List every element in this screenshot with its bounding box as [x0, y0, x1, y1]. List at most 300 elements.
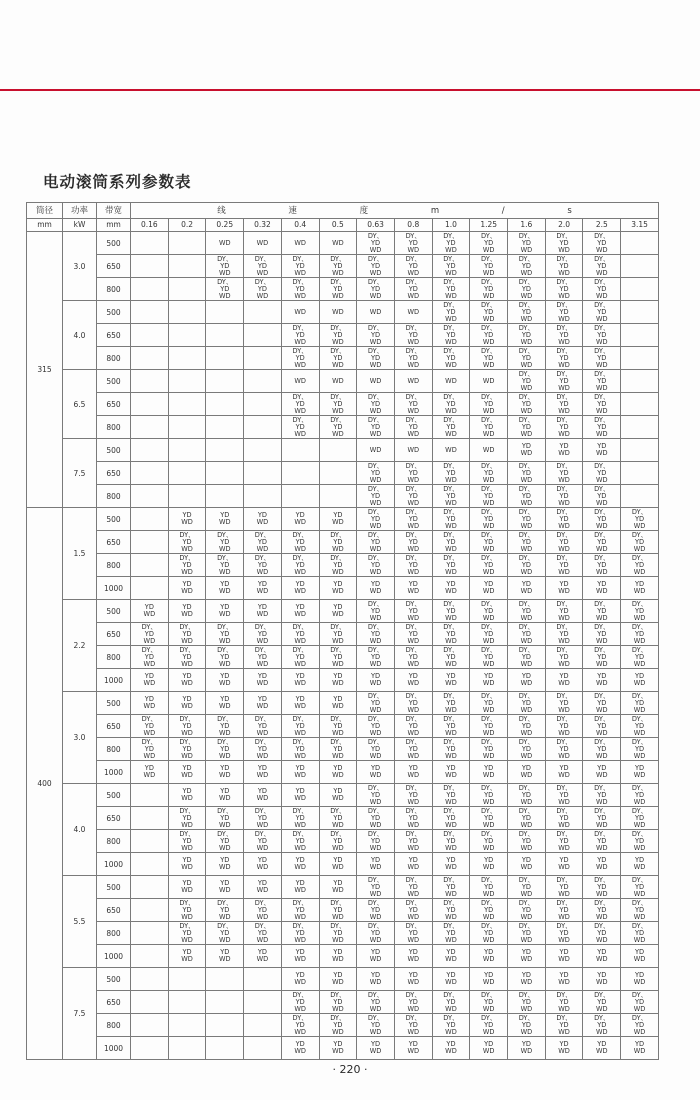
belt-width-cell: 800 [97, 738, 131, 761]
model-cell: DY、 YD WD [432, 554, 470, 577]
model-cell: DY、 YD WD [508, 416, 546, 439]
header-diameter: 筒径 [27, 203, 63, 219]
diameter-cell: 315 [27, 232, 63, 508]
model-cell: DY、 YD WD [319, 393, 357, 416]
model-cell: DY、 YD WD [545, 255, 583, 278]
model-cell: DY、 YD WD [394, 922, 432, 945]
power-cell: 4.0 [63, 784, 97, 876]
table-row [27, 255, 659, 278]
table-row [27, 439, 659, 462]
header-row-labels [27, 203, 659, 219]
model-cell: WD [357, 439, 395, 462]
model-cell: YD WD [244, 508, 282, 531]
model-cell: DY、 YD WD [470, 876, 508, 899]
model-cell: DY、 YD WD [357, 784, 395, 807]
model-cell: DY、 YD WD [508, 922, 546, 945]
model-cell [621, 255, 659, 278]
model-cell: DY、 YD WD [357, 876, 395, 899]
table-row [27, 968, 659, 991]
model-cell: DY、 YD WD [470, 232, 508, 255]
table-row [27, 738, 659, 761]
model-cell [206, 462, 244, 485]
model-cell [131, 232, 169, 255]
model-cell: DY、 YD WD [545, 646, 583, 669]
power-cell: 1.5 [63, 508, 97, 600]
model-cell: DY、 YD WD [621, 554, 659, 577]
speed-header-cell: 1.6 [508, 219, 546, 232]
model-cell: DY、 YD WD [583, 485, 621, 508]
model-cell: DY、 YD WD [357, 1014, 395, 1037]
model-cell: YD WD [244, 945, 282, 968]
model-cell: DY、 YD WD [545, 232, 583, 255]
model-cell: YD WD [168, 945, 206, 968]
model-cell: DY、 YD WD [432, 462, 470, 485]
model-cell: DY、 YD WD [244, 899, 282, 922]
model-cell [131, 462, 169, 485]
model-cell [206, 1037, 244, 1060]
model-cell: DY、 YD WD [319, 715, 357, 738]
model-cell [206, 393, 244, 416]
model-cell [131, 531, 169, 554]
model-cell: DY、 YD WD [432, 324, 470, 347]
model-cell [131, 853, 169, 876]
model-cell: DY、 YD WD [281, 922, 319, 945]
model-cell: DY、 YD WD [168, 531, 206, 554]
model-cell: DY、 YD WD [281, 416, 319, 439]
model-cell: DY、 YD WD [470, 738, 508, 761]
belt-width-cell: 800 [97, 922, 131, 945]
model-cell: DY、 YD WD [545, 922, 583, 945]
model-cell: YD WD [470, 1037, 508, 1060]
model-cell: DY、 YD WD [319, 324, 357, 347]
model-cell [131, 508, 169, 531]
model-cell: YD WD [281, 600, 319, 623]
model-cell: DY、 YD WD [583, 738, 621, 761]
model-cell [168, 278, 206, 301]
model-cell: DY、 YD WD [394, 899, 432, 922]
model-cell: YD WD [206, 784, 244, 807]
table-row [27, 301, 659, 324]
model-cell: DY、 YD WD [357, 600, 395, 623]
model-cell [131, 876, 169, 899]
model-cell: DY、 YD WD [621, 600, 659, 623]
belt-width-cell: 650 [97, 255, 131, 278]
table-row [27, 807, 659, 830]
model-cell [168, 991, 206, 1014]
model-cell: DY、 YD WD [244, 715, 282, 738]
model-cell: YD WD [545, 1037, 583, 1060]
model-cell [131, 1014, 169, 1037]
speed-header-cell: 0.32 [244, 219, 282, 232]
model-cell: DY、 YD WD [545, 462, 583, 485]
model-cell: YD WD [545, 853, 583, 876]
model-cell: YD WD [583, 439, 621, 462]
model-cell: DY、 YD WD [545, 1014, 583, 1037]
model-cell: DY、 YD WD [470, 784, 508, 807]
model-cell: YD WD [545, 968, 583, 991]
model-cell: DY、 YD WD [394, 738, 432, 761]
model-cell: YD WD [621, 1037, 659, 1060]
model-cell: DY、 YD WD [583, 692, 621, 715]
model-cell: DY、 YD WD [244, 738, 282, 761]
model-cell: YD WD [394, 968, 432, 991]
model-cell: DY、 YD WD [131, 715, 169, 738]
model-cell: YD WD [319, 968, 357, 991]
header-diameter-unit: mm [27, 219, 63, 232]
model-cell [319, 439, 357, 462]
model-cell: DY、 YD WD [545, 278, 583, 301]
table-row [27, 531, 659, 554]
belt-width-cell: 650 [97, 462, 131, 485]
table-row [27, 692, 659, 715]
model-cell: DY、 YD WD [545, 485, 583, 508]
model-cell: DY、 YD WD [545, 508, 583, 531]
model-cell: YD WD [319, 784, 357, 807]
model-cell: DY、 YD WD [583, 784, 621, 807]
table-row [27, 232, 659, 255]
model-cell: DY、 YD WD [508, 646, 546, 669]
model-cell [206, 968, 244, 991]
model-cell: WD [319, 370, 357, 393]
model-cell: YD WD [244, 853, 282, 876]
model-cell: DY、 YD WD [244, 646, 282, 669]
model-cell: DY、 YD WD [357, 830, 395, 853]
model-cell: YD WD [206, 945, 244, 968]
belt-width-cell: 500 [97, 301, 131, 324]
model-cell: DY、 YD WD [508, 623, 546, 646]
model-cell: DY、 YD WD [432, 899, 470, 922]
model-cell: YD WD [168, 784, 206, 807]
table-row [27, 1037, 659, 1060]
model-cell [319, 485, 357, 508]
model-cell: DY、 YD WD [394, 278, 432, 301]
page-number: · 220 · [332, 1063, 368, 1076]
model-cell: DY、 YD WD [583, 324, 621, 347]
model-cell: YD WD [244, 876, 282, 899]
model-cell: DY、 YD WD [470, 899, 508, 922]
model-cell: YD WD [470, 853, 508, 876]
model-cell: DY、 YD WD [206, 255, 244, 278]
model-cell: DY、 YD WD [206, 830, 244, 853]
model-cell [319, 462, 357, 485]
model-cell: DY、 YD WD [319, 347, 357, 370]
model-cell: DY、 YD WD [319, 807, 357, 830]
model-cell: YD WD [131, 692, 169, 715]
model-cell: DY、 YD WD [394, 623, 432, 646]
model-cell: DY、 YD WD [470, 922, 508, 945]
header-line-speed: 线 速 度 m / s [131, 203, 659, 219]
model-cell: DY、 YD WD [432, 347, 470, 370]
model-cell: DY、 YD WD [470, 623, 508, 646]
model-cell [168, 393, 206, 416]
header-power-unit: kW [63, 219, 97, 232]
model-cell: YD WD [168, 508, 206, 531]
model-cell: DY、 YD WD [357, 899, 395, 922]
model-cell: DY、 YD WD [508, 876, 546, 899]
model-cell: DY、 YD WD [394, 416, 432, 439]
model-cell [281, 485, 319, 508]
model-cell: DY、 YD WD [394, 991, 432, 1014]
model-cell: DY、 YD WD [583, 1014, 621, 1037]
speed-header-cell: 0.2 [168, 219, 206, 232]
table-row [27, 324, 659, 347]
model-cell [244, 991, 282, 1014]
model-cell: DY、 YD WD [508, 301, 546, 324]
model-cell: YD WD [583, 853, 621, 876]
model-cell: DY、 YD WD [319, 1014, 357, 1037]
belt-width-cell: 650 [97, 393, 131, 416]
belt-width-cell: 500 [97, 692, 131, 715]
belt-width-cell: 1000 [97, 945, 131, 968]
model-cell: DY、 YD WD [583, 393, 621, 416]
model-cell [206, 370, 244, 393]
belt-width-cell: 500 [97, 508, 131, 531]
model-cell: DY、 YD WD [583, 370, 621, 393]
page-title: 电动滚筒系列参数表 [43, 173, 192, 191]
power-cell: 3.0 [63, 692, 97, 784]
belt-width-cell: 650 [97, 324, 131, 347]
model-cell: DY、 YD WD [508, 232, 546, 255]
model-cell [206, 347, 244, 370]
model-cell: DY、 YD WD [508, 462, 546, 485]
model-cell: YD WD [545, 945, 583, 968]
model-cell: DY、 YD WD [357, 646, 395, 669]
model-cell [168, 324, 206, 347]
model-cell: DY、 YD WD [470, 393, 508, 416]
model-cell: DY、 YD WD [206, 715, 244, 738]
model-cell: DY、 YD WD [432, 508, 470, 531]
model-cell: DY、 YD WD [244, 807, 282, 830]
model-cell: DY、 YD WD [394, 485, 432, 508]
model-cell: YD WD [621, 853, 659, 876]
model-cell: YD WD [206, 853, 244, 876]
speed-header-cell: 0.8 [394, 219, 432, 232]
header-row-units [27, 219, 659, 232]
model-cell: YD WD [281, 968, 319, 991]
model-cell [131, 393, 169, 416]
table-row [27, 922, 659, 945]
model-cell: YD WD [168, 692, 206, 715]
model-cell: DY、 YD WD [508, 830, 546, 853]
model-cell: DY、 YD WD [168, 554, 206, 577]
model-cell: DY、 YD WD [394, 462, 432, 485]
model-cell [168, 1037, 206, 1060]
model-cell: YD WD [206, 508, 244, 531]
model-cell: YD WD [168, 853, 206, 876]
table-row [27, 669, 659, 692]
model-cell: YD WD [545, 761, 583, 784]
model-cell: DY、 YD WD [394, 232, 432, 255]
model-cell [244, 439, 282, 462]
model-cell: WD [432, 439, 470, 462]
belt-width-cell: 500 [97, 968, 131, 991]
model-cell: YD WD [319, 1037, 357, 1060]
model-cell: DY、 YD WD [394, 692, 432, 715]
model-cell: YD WD [319, 692, 357, 715]
model-cell [131, 324, 169, 347]
model-cell: DY、 YD WD [621, 1014, 659, 1037]
model-cell: DY、 YD WD [319, 623, 357, 646]
model-cell: DY、 YD WD [545, 347, 583, 370]
model-cell [131, 255, 169, 278]
model-cell: DY、 YD WD [508, 692, 546, 715]
model-cell: DY、 YD WD [357, 485, 395, 508]
model-cell [168, 462, 206, 485]
model-cell: DY、 YD WD [357, 531, 395, 554]
model-cell: DY、 YD WD [281, 324, 319, 347]
model-cell: DY、 YD WD [281, 623, 319, 646]
model-cell: DY、 YD WD [583, 876, 621, 899]
model-cell: DY、 YD WD [508, 347, 546, 370]
table-row [27, 462, 659, 485]
model-cell: DY、 YD WD [508, 531, 546, 554]
model-cell: YD WD [621, 968, 659, 991]
power-cell: 7.5 [63, 968, 97, 1060]
belt-width-cell: 650 [97, 991, 131, 1014]
model-cell: DY、 YD WD [319, 278, 357, 301]
model-cell: DY、 YD WD [319, 554, 357, 577]
model-cell: YD WD [244, 600, 282, 623]
model-cell: YD WD [168, 669, 206, 692]
model-cell [131, 807, 169, 830]
model-cell [621, 370, 659, 393]
model-cell: YD WD [319, 853, 357, 876]
table-row [27, 600, 659, 623]
table-row [27, 416, 659, 439]
model-cell: DY、 YD WD [621, 531, 659, 554]
model-cell [621, 232, 659, 255]
model-cell: DY、 YD WD [432, 738, 470, 761]
belt-width-cell: 650 [97, 531, 131, 554]
model-cell: DY、 YD WD [432, 301, 470, 324]
model-cell: YD WD [244, 784, 282, 807]
table-row [27, 1014, 659, 1037]
model-cell: YD WD [281, 577, 319, 600]
model-cell: YD WD [583, 968, 621, 991]
model-cell: YD WD [470, 945, 508, 968]
model-cell [168, 416, 206, 439]
model-cell [131, 485, 169, 508]
model-cell: YD WD [244, 577, 282, 600]
model-cell [168, 232, 206, 255]
model-cell: DY、 YD WD [244, 554, 282, 577]
speed-header-cell: 0.63 [357, 219, 395, 232]
model-cell [168, 347, 206, 370]
model-cell: DY、 YD WD [281, 531, 319, 554]
model-cell: YD WD [394, 945, 432, 968]
model-cell: DY、 YD WD [508, 600, 546, 623]
model-cell: WD [394, 439, 432, 462]
model-cell: YD WD [583, 761, 621, 784]
model-cell: DY、 YD WD [357, 692, 395, 715]
model-cell: WD [281, 232, 319, 255]
model-cell: WD [432, 370, 470, 393]
model-cell: YD WD [281, 876, 319, 899]
model-cell: YD WD [357, 761, 395, 784]
power-cell: 7.5 [63, 439, 97, 508]
speed-header-cell: 0.25 [206, 219, 244, 232]
model-cell: DY、 YD WD [545, 807, 583, 830]
model-cell: DY、 YD WD [206, 623, 244, 646]
model-cell: WD [319, 232, 357, 255]
model-cell: YD WD [357, 669, 395, 692]
model-cell: DY、 YD WD [394, 324, 432, 347]
model-cell: YD WD [281, 945, 319, 968]
model-cell: DY、 YD WD [244, 623, 282, 646]
model-cell: YD WD [168, 577, 206, 600]
table-row [27, 646, 659, 669]
speed-header-cell: 0.5 [319, 219, 357, 232]
model-cell: DY、 YD WD [432, 991, 470, 1014]
model-cell: DY、 YD WD [244, 531, 282, 554]
model-cell: DY、 YD WD [621, 646, 659, 669]
model-cell: YD WD [508, 968, 546, 991]
model-cell: DY、 YD WD [281, 554, 319, 577]
speed-header-cell: 3.15 [621, 219, 659, 232]
table-row [27, 278, 659, 301]
model-cell: WD [357, 301, 395, 324]
model-cell: YD WD [168, 761, 206, 784]
model-cell: DY、 YD WD [545, 715, 583, 738]
model-cell: DY、 YD WD [470, 692, 508, 715]
belt-width-cell: 800 [97, 554, 131, 577]
model-cell: YD WD [131, 761, 169, 784]
power-cell: 4.0 [63, 301, 97, 370]
model-cell: DY、 YD WD [131, 623, 169, 646]
model-cell [131, 945, 169, 968]
table-row [27, 761, 659, 784]
table-row [27, 876, 659, 899]
model-cell: DY、 YD WD [319, 991, 357, 1014]
model-cell: DY、 YD WD [545, 623, 583, 646]
model-cell: DY、 YD WD [357, 623, 395, 646]
model-cell: YD WD [432, 968, 470, 991]
belt-width-cell: 650 [97, 715, 131, 738]
model-cell: DY、 YD WD [583, 991, 621, 1014]
model-cell: YD WD [168, 876, 206, 899]
model-cell [168, 301, 206, 324]
model-cell: DY、 YD WD [583, 531, 621, 554]
model-cell: DY、 YD WD [470, 485, 508, 508]
header-power: 功率 [63, 203, 97, 219]
model-cell: YD WD [508, 1037, 546, 1060]
model-cell: DY、 YD WD [583, 600, 621, 623]
model-cell: YD WD [357, 968, 395, 991]
model-cell: DY、 YD WD [583, 623, 621, 646]
model-cell: DY、 YD WD [432, 278, 470, 301]
model-cell: DY、 YD WD [583, 278, 621, 301]
model-cell: DY、 YD WD [621, 830, 659, 853]
model-cell: DY、 YD WD [319, 738, 357, 761]
model-cell: WD [394, 301, 432, 324]
table-row [27, 830, 659, 853]
model-cell [206, 416, 244, 439]
speed-header-cell: 1.0 [432, 219, 470, 232]
model-cell: DY、 YD WD [357, 393, 395, 416]
model-cell: DY、 YD WD [432, 393, 470, 416]
belt-width-cell: 1000 [97, 669, 131, 692]
belt-width-cell: 800 [97, 830, 131, 853]
model-cell: DY、 YD WD [281, 646, 319, 669]
model-cell: YD WD [508, 669, 546, 692]
model-cell [244, 301, 282, 324]
model-cell: DY、 YD WD [357, 462, 395, 485]
model-cell: YD WD [281, 1037, 319, 1060]
model-cell: DY、 YD WD [432, 876, 470, 899]
model-cell [131, 991, 169, 1014]
model-cell: YD WD [319, 945, 357, 968]
model-cell: DY、 YD WD [281, 278, 319, 301]
